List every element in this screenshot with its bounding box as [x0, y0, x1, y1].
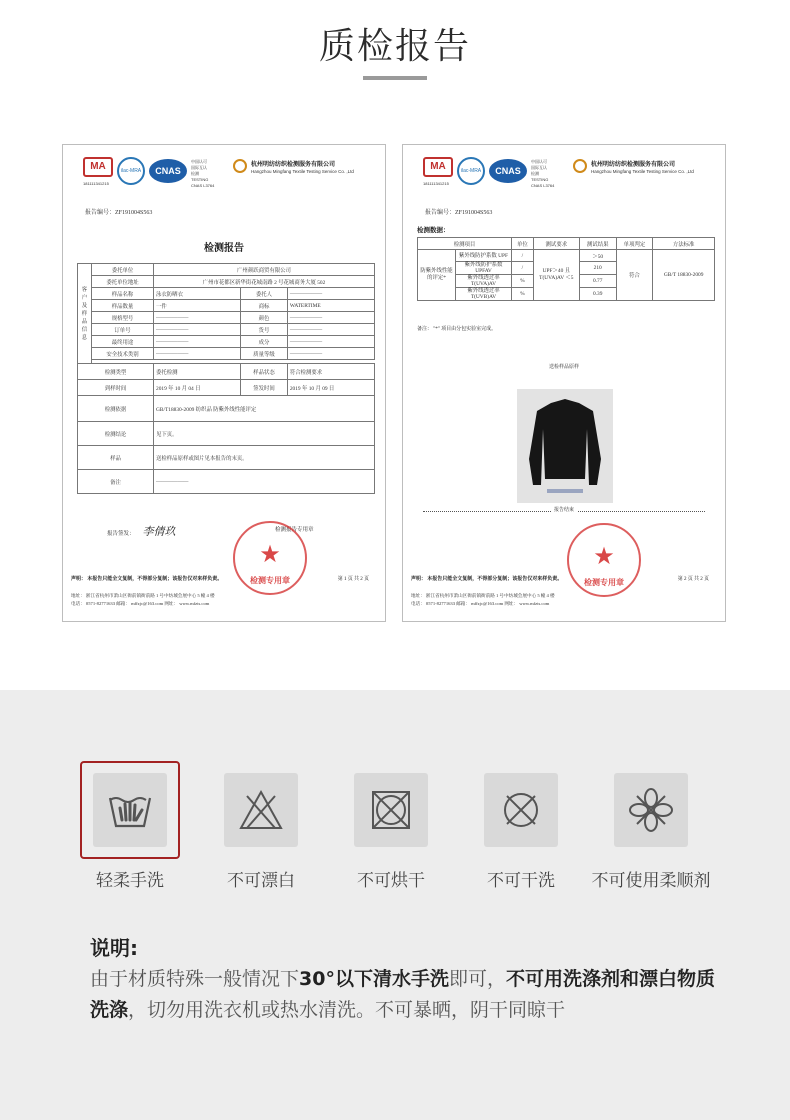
note-title: 说明:	[90, 936, 138, 960]
page-number: 第 2 页 共 2 页	[677, 577, 709, 582]
report-header	[83, 157, 367, 191]
report-page-1	[62, 144, 386, 622]
report-number: 报告编号：ZF191004S563	[85, 210, 153, 216]
org-logo-icon	[573, 159, 587, 173]
data-note: 备注： "*" 项目由分包实验室完成。	[417, 327, 497, 332]
no-tumble-dry-icon	[367, 786, 415, 834]
org-name-en: Hangzhou Mingfang Textile Testing Service Co. ,Ltd	[251, 169, 354, 174]
report-title: 检测报告	[204, 243, 244, 254]
official-stamp: ★ 检测专用章	[233, 521, 307, 595]
footer-contact: 电话： 0571-82771633 邮箱： mffzjc@163.com 网址： www.mfzts.com	[411, 601, 550, 606]
footer-contact: 电话： 0571-82771633 邮箱： mffzjc@163.com 网址： www.mfzts.com	[71, 601, 210, 606]
hand-wash-icon	[106, 786, 154, 834]
footer-address: 地址： 浙江省杭州市萧山区衙前镇衙前路 1 号中纺城会展中心 5 幢 4 楼	[71, 593, 215, 598]
care-item-no-dry-clean[interactable]	[484, 773, 558, 847]
no-dry-clean-icon	[497, 786, 545, 834]
care-label-no-bleach: 不可漂白	[227, 871, 295, 891]
care-label-no-softener: 不可使用柔顺剂	[591, 871, 711, 891]
care-label-no-tumble-dry: 不可烘干	[357, 871, 425, 891]
test-data-table: 检测项目 单位 测试要求 测试结果 单项判定 方法标准 防紫外线性能的评定* 紫外线防护系数 UPF / UPF＞40 且 T(UVA)AV ＜5 ＞50 符合 GB/T 18830-2009 紫外线防护系数 UPFAV / 210 紫外线透过率 T(UVA)AV % 0.77 紫外线透过率 T(UVB)AV % 0.39	[417, 237, 715, 301]
care-item-no-bleach[interactable]	[224, 773, 298, 847]
cnas-text: 中国认可 国际互认 检测 TESTING CNAS L3764	[531, 159, 555, 188]
client-section-label: 客户及样品信息	[78, 264, 92, 364]
cma-logo: MA	[83, 157, 113, 177]
cma-number: 181111341215	[83, 181, 109, 186]
signature: 李倩玖	[142, 525, 176, 538]
ilac-logo: ilac-MRA	[117, 157, 145, 185]
page-title: 质检报告	[318, 26, 471, 67]
care-label-hand-wash: 轻柔手洗	[96, 871, 164, 891]
care-item-no-tumble-dry[interactable]	[354, 773, 428, 847]
official-stamp: ★ 检测专用章	[567, 523, 641, 597]
report-header	[423, 157, 707, 191]
org-name-en: Hangzhou Mingfang Textile Testing Service Co. ,Ltd	[591, 169, 694, 174]
no-softener-icon	[627, 786, 675, 834]
report-info-table: 客户及样品信息 委托单位 广州颜跃商贸有限公司 委托单位地址 广州市花都区新华街花城南路 2 号花城商务大厦 502 样品名称 泳衣防晒衣 委托人 —————— 样品数量 一件 商标 WATERTIME 规格型号 —————— 颜色 —————— 订单号 —————— 货号 —————— 最终用途 —————— 成分 —————— 安全技术类别 —————— 质量等级 —————— 检测类型 委托检测 样品状态 符合检测要求 到样时间 2019 年 10 月 04 日 签发时间 2019 年 10 月 09 日 检测依据 GB/T18830-2009 纺织品 防紫外线性能评定 检测结论 见下页。 样品 送检样品原样或图片见本报告的末页。 备注 ——————	[77, 263, 375, 494]
cma-logo: MA	[423, 157, 453, 177]
care-item-hand-wash[interactable]	[93, 773, 167, 847]
care-label-no-dry-clean: 不可干洗	[487, 871, 555, 891]
care-item-no-softener[interactable]	[614, 773, 688, 847]
cnas-text: 中国认可 国际互认 检测 TESTING CNAS L3764	[191, 159, 215, 188]
stamp-star-icon: ★	[593, 544, 615, 570]
org-logo-icon	[233, 159, 247, 173]
care-section	[0, 690, 790, 1120]
data-title: 检测数据：	[417, 227, 450, 234]
report-number: 报告编号：ZF191004S563	[425, 210, 493, 216]
cnas-logo: CNAS	[149, 159, 187, 183]
org-name-cn: 杭州明纺纺织检测服务有限公司	[591, 162, 676, 168]
sample-photo	[517, 389, 613, 503]
stamp-label: 检测报告专用章	[275, 527, 314, 533]
end-label: 报告结束	[403, 506, 725, 513]
ilac-logo: ilac-MRA	[457, 157, 485, 185]
cnas-logo: CNAS	[489, 159, 527, 183]
no-bleach-icon	[237, 786, 285, 834]
cma-number: 181111341215	[423, 181, 449, 186]
org-name-cn: 杭州明纺纺织检测服务有限公司	[251, 162, 336, 168]
declaration: 声明： 本报告只能全文复制，不得部分复制；该报告仅对来样负责。	[411, 577, 563, 582]
sample-photo-label: 送检样品原样	[548, 365, 579, 370]
title-underline	[363, 76, 427, 80]
declaration: 声明： 本报告只能全文复制，不得部分复制；该报告仅对来样负责。	[71, 577, 223, 582]
note-text: 由于材质特殊一般情况下30°以下清水手洗即可，不可用洗涤剂和漂白物质洗涤，切勿用洗衣机或热水清洗。不可暴晒，阴干同晾干	[90, 968, 715, 1021]
footer-address: 地址： 浙江省杭州市萧山区衙前镇衙前路 1 号中纺城会展中心 5 幢 4 楼	[411, 593, 555, 598]
stamp-star-icon: ★	[259, 542, 281, 568]
signer-row: 报告签发： 李倩玖	[107, 525, 176, 538]
page-number: 第 1 页 共 2 页	[337, 577, 369, 582]
report-page-2	[402, 144, 726, 622]
